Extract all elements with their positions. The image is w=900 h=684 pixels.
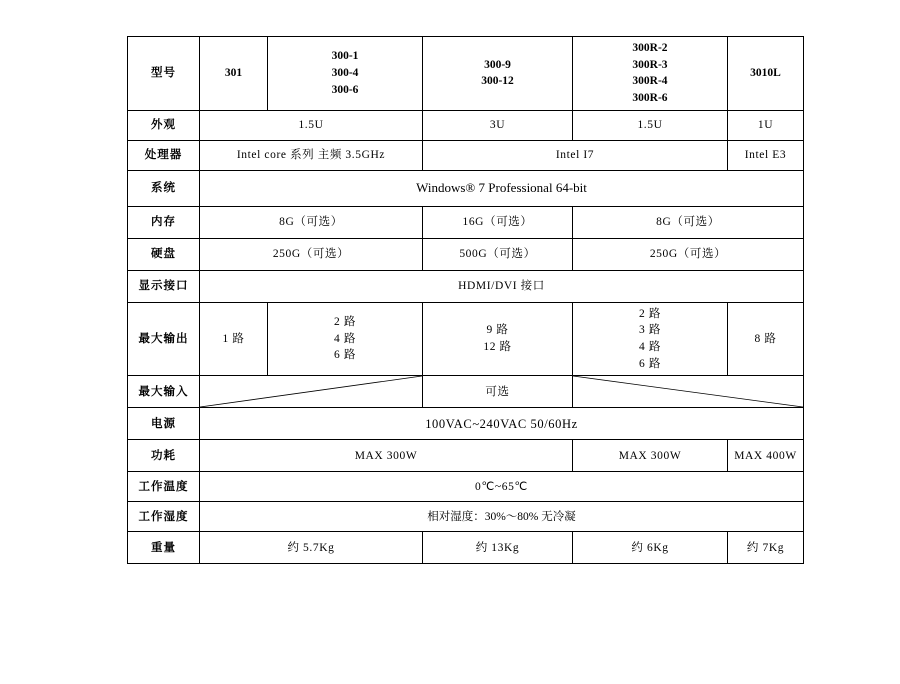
table-row — [128, 502, 804, 532]
header-line: 300-1 — [331, 50, 359, 63]
header-line: 300-4 — [331, 67, 359, 79]
cell-line: 9 路 — [486, 324, 509, 337]
cell-value: 250G（可选） — [200, 238, 423, 270]
cell-line: 2 路 — [334, 316, 356, 329]
cell-not-applicable — [200, 376, 423, 408]
cell-value: 8G（可选） — [573, 206, 804, 238]
table-row — [128, 206, 804, 238]
row-label-max-input: 最大输入 — [128, 376, 200, 408]
cell-line: 3 路 — [639, 324, 661, 337]
header-line: 300R-2 — [632, 42, 668, 54]
cell-value: 约 7Kg — [728, 532, 804, 564]
cell-line: 12 路 — [483, 341, 512, 354]
row-label-max-output: 最大输出 — [128, 302, 200, 376]
header-line: 300R-4 — [632, 75, 668, 88]
cell-value: 1.5U — [200, 110, 423, 140]
row-label-display-interface: 显示接口 — [128, 270, 200, 302]
cell-value: MAX 300W — [200, 440, 573, 472]
cell-value: 100VAC~240VAC 50/60Hz — [200, 408, 804, 440]
cell-value: 约 5.7Kg — [200, 532, 423, 564]
diagonal-slash-icon — [573, 376, 803, 407]
table-row — [128, 170, 804, 206]
cell-value: 1U — [728, 110, 804, 140]
row-label-harddisk: 硬盘 — [128, 238, 200, 270]
header-line: 300R-3 — [632, 58, 668, 71]
row-label-processor: 处理器 — [128, 140, 200, 170]
header-line: 300-9 — [484, 58, 511, 71]
cell-value: 3U — [423, 110, 573, 140]
header-label-model: 型号 — [128, 37, 200, 111]
cell-value: 0℃~65℃ — [200, 472, 804, 502]
cell-value: MAX 300W — [573, 440, 728, 472]
cell-value: 可选 — [423, 376, 573, 408]
row-label-power-supply: 电源 — [128, 408, 200, 440]
cell-line: 4 路 — [639, 341, 661, 354]
table-row — [128, 270, 804, 302]
table-row — [128, 140, 804, 170]
cell-value — [200, 302, 268, 376]
row-label-operating-humidity: 工作湿度 — [128, 502, 200, 532]
cell-line: 1 路 — [222, 332, 245, 345]
table-row — [128, 532, 804, 564]
row-label-system: 系统 — [128, 170, 200, 206]
table-row — [128, 472, 804, 502]
cell-line: 6 路 — [639, 357, 661, 370]
cell-value: Windows® 7 Professional 64-bit — [200, 170, 804, 206]
cell-value: MAX 400W — [728, 440, 804, 472]
cell-value: Intel core 系列 主频 3.5GHz — [200, 140, 423, 170]
header-col-300-9-12 — [423, 37, 573, 111]
cell-value — [423, 302, 573, 376]
cell-value: 8 路 — [728, 302, 804, 376]
cell-line: 4 路 — [334, 332, 356, 345]
row-label-operating-temperature: 工作温度 — [128, 472, 200, 502]
specification-table — [127, 36, 804, 564]
cell-value: 16G（可选） — [423, 206, 573, 238]
cell-value: 500G（可选） — [423, 238, 573, 270]
header-line: 300-6 — [331, 83, 359, 96]
cell-not-applicable — [573, 376, 804, 408]
cell-line: 2 路 — [639, 307, 661, 320]
table-row — [128, 408, 804, 440]
cell-value — [268, 302, 423, 376]
row-label-appearance: 外观 — [128, 110, 200, 140]
cell-value — [573, 302, 728, 376]
cell-value: 8G（可选） — [200, 206, 423, 238]
table-row — [128, 110, 804, 140]
cell-value: 相对湿度：30%～80% 无冷凝 — [200, 502, 804, 532]
cell-value: 250G（可选） — [573, 238, 804, 270]
spec-sheet — [127, 36, 803, 564]
row-label-weight: 重量 — [128, 532, 200, 564]
header-col-3010l: 3010L — [728, 37, 804, 111]
cell-value: HDMI/DVI 接口 — [200, 270, 804, 302]
table-row — [128, 376, 804, 408]
cell-value: 约 6Kg — [573, 532, 728, 564]
cell-line: 6 路 — [334, 349, 356, 362]
row-label-power-consumption: 功耗 — [128, 440, 200, 472]
cell-value: 1.5U — [573, 110, 728, 140]
header-line: 300-12 — [481, 75, 514, 88]
diagonal-slash-icon — [200, 376, 422, 407]
header-col-300-series — [268, 37, 423, 111]
table-row — [128, 302, 804, 376]
table-row — [128, 238, 804, 270]
cell-value: 约 13Kg — [423, 532, 573, 564]
header-line: 300R-6 — [632, 92, 668, 105]
table-header-row — [128, 37, 804, 111]
row-label-memory: 内存 — [128, 206, 200, 238]
header-col-301: 301 — [200, 37, 268, 111]
table-row — [128, 440, 804, 472]
header-col-300r-series — [573, 37, 728, 111]
cell-value: Intel E3 — [728, 140, 804, 170]
cell-value: Intel I7 — [423, 140, 728, 170]
